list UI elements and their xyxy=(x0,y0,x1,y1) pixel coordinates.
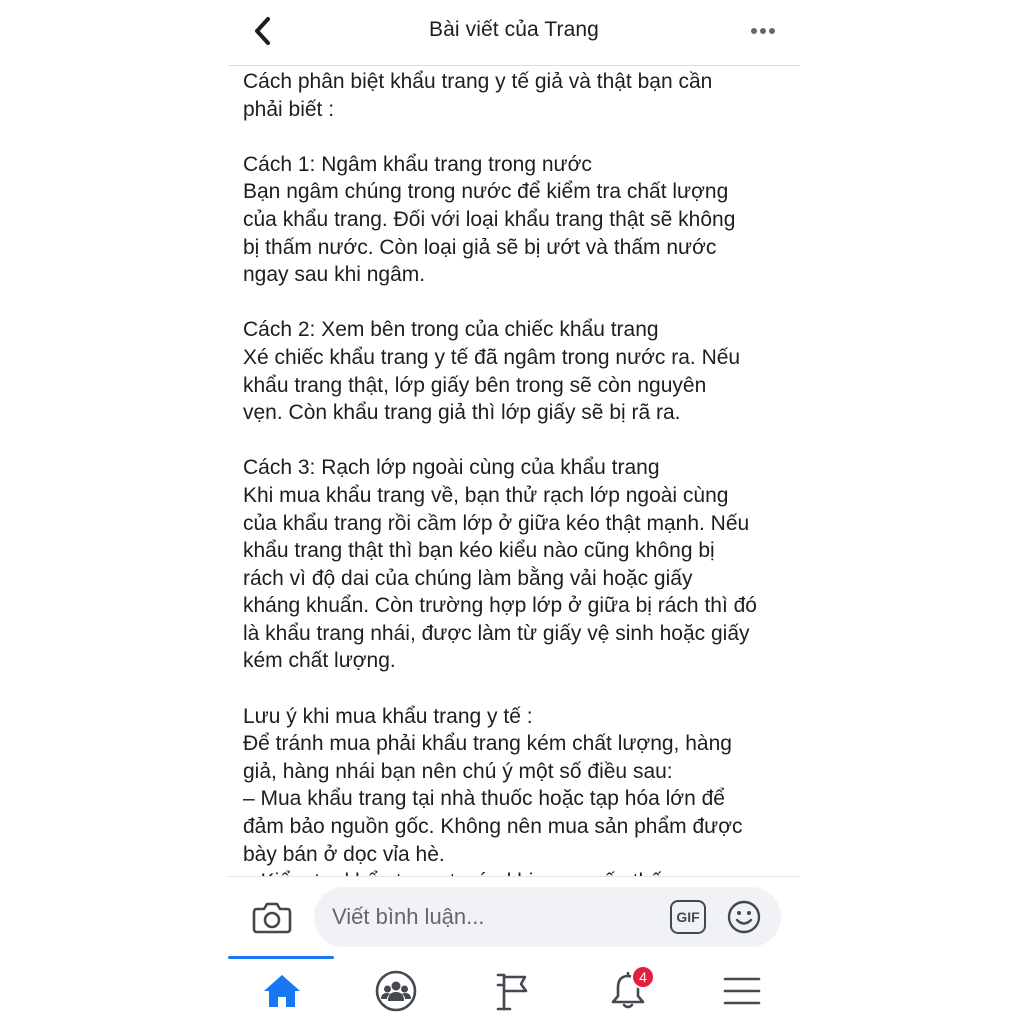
home-icon xyxy=(262,973,302,1009)
groups-icon xyxy=(375,970,417,1012)
gif-button[interactable]: GIF xyxy=(670,900,706,934)
top-navigation-bar xyxy=(228,0,800,66)
tab-menu[interactable] xyxy=(712,966,772,1016)
camera-button[interactable] xyxy=(250,895,294,939)
more-options-button[interactable] xyxy=(748,18,778,44)
flag-icon xyxy=(495,971,531,1011)
post-content-area[interactable] xyxy=(228,67,800,875)
more-horizontal-icon xyxy=(750,27,776,35)
tab-groups[interactable] xyxy=(366,966,426,1016)
comment-input-container[interactable] xyxy=(314,887,781,947)
tab-pages[interactable] xyxy=(483,966,543,1016)
post-screen xyxy=(228,0,800,1024)
post-text: Cách phân biệt khẩu trang y tế giả và thật bạn cần phải biết : Cách 1: Ngâm khẩu trang trong nước Bạn ngâm chúng trong nước để kiểm tra chất lượng của khẩu trang. Đối với loại khẩu trang thật sẽ không bị thấm nước. Còn loại giả sẽ bị ướt và thấm nước ngay sau khi ngâm. Cách 2: Xem bên trong của chiếc khẩu trang Xé chiếc khẩu trang y tế đã ngâm trong nước ra. Nếu khẩu trang thật, lớp giấy bên trong sẽ còn nguyên vẹn. Còn khẩu trang giả thì lớp giấy sẽ bị rã ra. Cách 3: Rạch lớp ngoài cùng của khẩu trang Khi mua khẩu trang về, bạn thử rạch lớp ngoài cùng của khẩu trang rồi cầm lớp ở giữa kéo thật mạnh. Nếu khẩu trang thật thì bạn kéo kiểu nào cũng không bị rách vì độ dai của chúng làm bằng vải hoặc giấy kháng khuẩn. Còn trường hợp lớp ở giữa bị rách thì đó là khẩu trang nhái, được làm từ giấy vệ sinh hoặc giấy kém chất lượng. Lưu ý khi mua khẩu trang y tế : Để tránh mua phải khẩu trang kém chất lượng, hàng giả, hàng nhái bạn nên chú ý một số điều sau: – Mua khẩu trang tại nhà thuốc hoặc tạp hóa lớn để đảm bảo nguồn gốc. Không nên mua sản phẩm được bày bán ở dọc vỉa hè. xyxy=(243,70,757,866)
camera-icon xyxy=(252,900,292,934)
active-tab-indicator xyxy=(228,956,334,959)
page-title: Bài viết của Trang xyxy=(429,18,599,41)
notification-badge: 4 xyxy=(631,965,655,989)
hamburger-menu-icon xyxy=(723,974,761,1008)
comment-composer xyxy=(228,876,800,956)
bottom-tab-bar xyxy=(228,956,800,1024)
smiley-icon xyxy=(727,900,761,934)
tab-home[interactable] xyxy=(252,966,312,1016)
emoji-button[interactable] xyxy=(726,899,762,935)
comment-input[interactable] xyxy=(332,887,652,947)
